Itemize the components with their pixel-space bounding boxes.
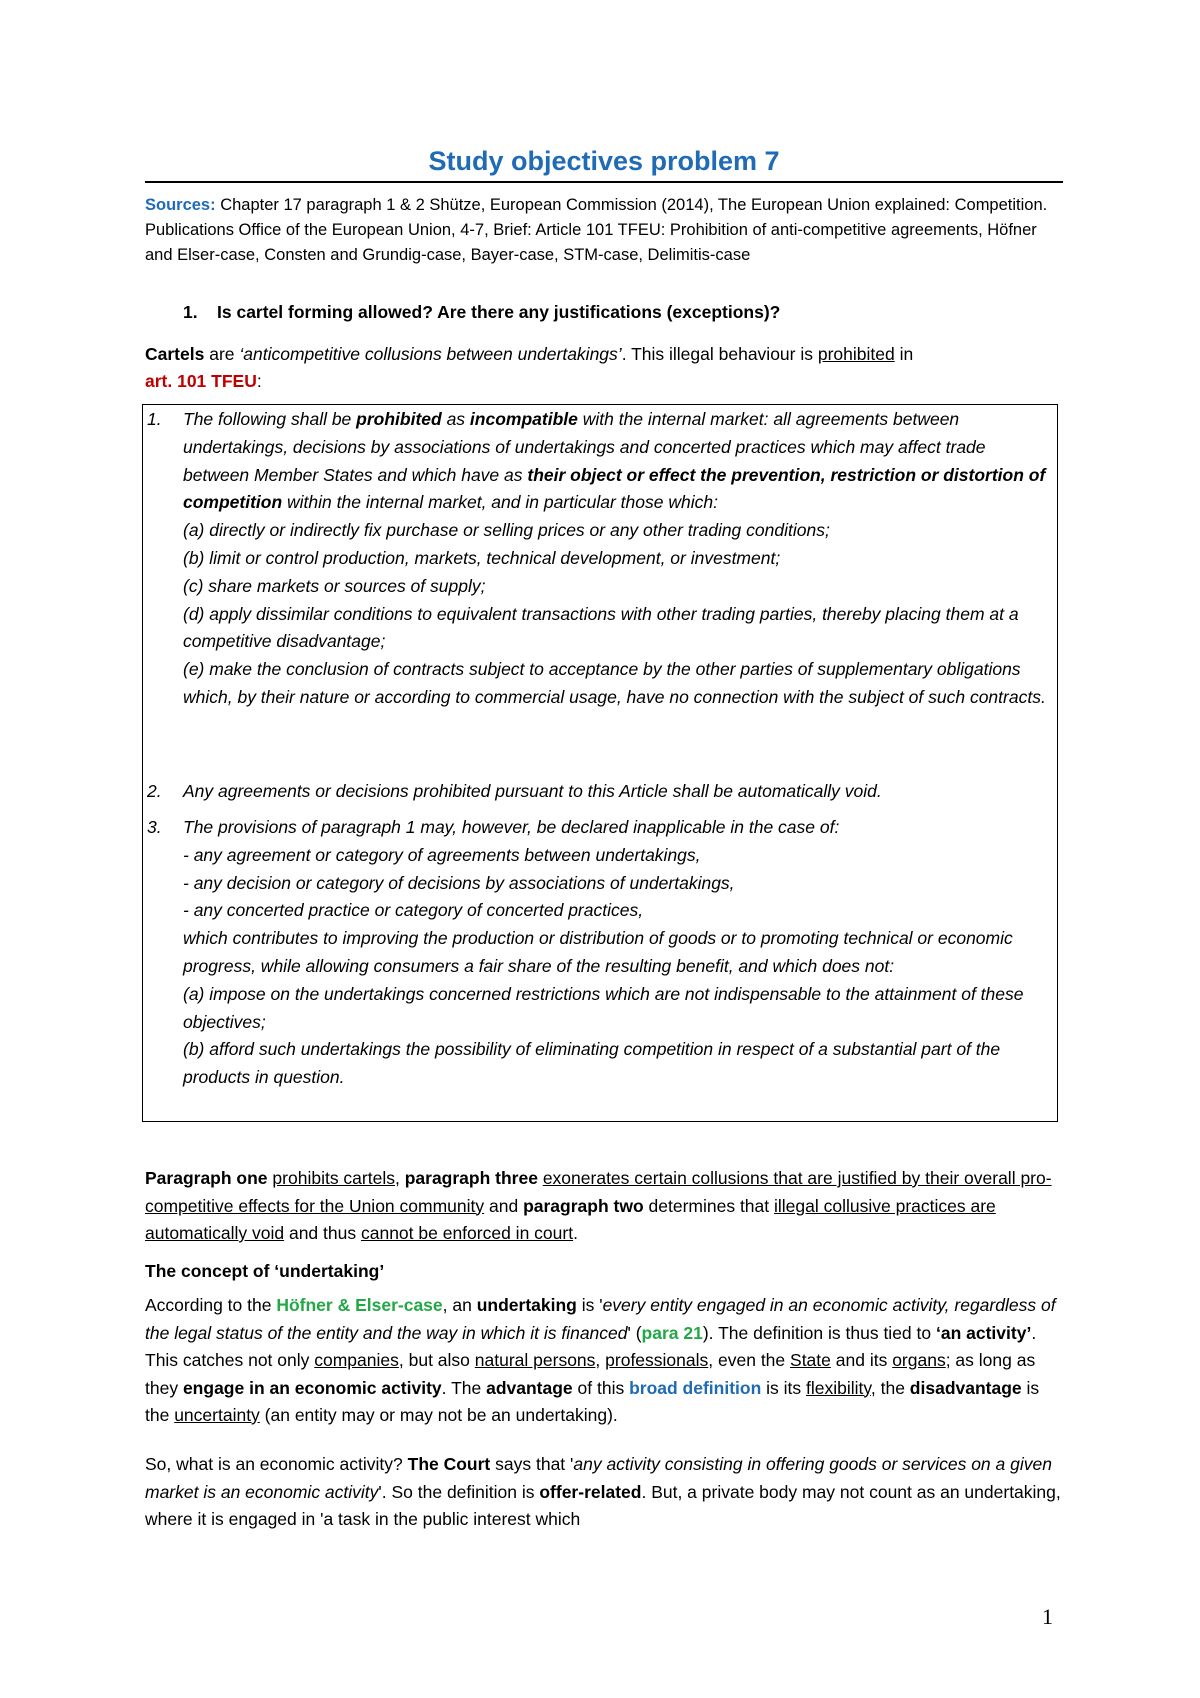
underlined-term: State [790, 1350, 831, 1370]
definition-quote: any activity consisting in offering goods or services on a given market is an economic activity [145, 1454, 1052, 1502]
underlined-term: prohibits cartels [272, 1168, 395, 1188]
underlined-term: organs [892, 1350, 946, 1370]
text-run: According to the [145, 1295, 277, 1315]
article-item-c: (c) share markets or sources of supply; [183, 575, 486, 596]
bold-term: Paragraph one [145, 1168, 268, 1188]
text-run: and [484, 1195, 524, 1216]
underlined-term: flexibility [806, 1377, 871, 1398]
underlined-term: professionals [605, 1350, 709, 1370]
article-paragraph-number: 2. [147, 781, 162, 801]
text-run: within the internal market, and in particular those which: [282, 492, 718, 513]
article-p3-item: - any concerted practice or category of concerted practices, [183, 900, 644, 921]
text-run: says that ' [490, 1454, 574, 1474]
article-paragraph-text [183, 814, 1048, 1092]
article-p3-item: - any decision or category of decisions by associations of undertakings, [183, 872, 735, 893]
economic-activity-paragraph [145, 1451, 1063, 1534]
definition-quote: every entity engaged in an economic activity, regardless of the legal status of the entity and the way in which it is financed [145, 1295, 1056, 1343]
article-item-a: (a) directly or indirectly fix purchase or selling prices or any other trading conditions; [183, 520, 830, 541]
text-run: of this [572, 1377, 630, 1398]
sources-paragraph [145, 193, 1063, 268]
article-item-e: (e) make the conclusion of contracts subject to acceptance by the other parties of supplementary obligations which, by their nature or according to commercial usage, have no connection with the subject of such contracts. [183, 659, 1046, 707]
text-run: So, what is an economic activity? [145, 1454, 408, 1474]
text-run: . The [441, 1377, 487, 1398]
object-effect-bold: their object or effect the prevention, restriction or distortion of competition [183, 464, 1046, 513]
text-run: . But, a private body may not count as an undertaking, where it is engaged in 'a task in the public interest which [145, 1481, 1061, 1529]
intro-text: . This illegal behaviour is [621, 344, 818, 364]
page-number: 1 [1042, 1604, 1053, 1629]
text-run: , the [870, 1377, 910, 1398]
text-run: as [441, 409, 470, 429]
bold-term: ‘an activity’ [935, 1322, 1032, 1343]
underlined-term: uncertainty [174, 1405, 260, 1425]
intro-text: are [204, 344, 240, 364]
text-run: . This catches not only [145, 1322, 1037, 1370]
sources-text: Chapter 17 paragraph 1 & 2 Shütze, European Commission (2014), The European Union explained: Competition. Publications Office of the European Union, 4-7, Brief: Article 101 TFEU: Prohibition of anti-competitive agreements, Höfner and Elser-case, Consten and Grundig-case, Bayer-case, STM-case, Delimitis-case [145, 196, 1048, 264]
bold-term: offer-related [539, 1481, 642, 1502]
text-run: is its [761, 1377, 807, 1398]
text-run: ; as long as they [145, 1350, 1036, 1398]
bold-term: undertaking [476, 1295, 577, 1315]
text-run: . [573, 1223, 578, 1243]
text-run: , but also [398, 1350, 475, 1370]
text-run: and thus [284, 1223, 361, 1243]
text-run: is the [145, 1377, 1040, 1425]
article-p3-lead: The provisions of paragraph 1 may, however, be declared inapplicable in the case of: [183, 817, 840, 837]
text-run: , [394, 1168, 405, 1188]
sources-label: Sources: [145, 196, 216, 214]
text-run: is ' [576, 1295, 603, 1315]
article-item-d: (d) apply dissimilar conditions to equivalent transactions with other trading parties, thereby placing them at a competitive disadvantage; [183, 603, 1019, 652]
text-run: '. So the definition is [378, 1481, 540, 1502]
text-run: with the internal market: all agreements between undertakings, decisions by associations of undertakings and concerted practices which may affect trade between Member States and which have as [183, 409, 986, 485]
prohibited-bold: prohibited [356, 409, 442, 429]
article-paragraph-text [183, 406, 1048, 712]
article-paragraph-number: 3. [147, 817, 162, 837]
undertaking-paragraph [145, 1292, 1063, 1430]
bold-term: The Court [407, 1454, 491, 1474]
article-paragraph-text: Any agreements or decisions prohibited pursuant to this Article shall be automatically void. [183, 781, 882, 801]
question-1 [183, 302, 780, 323]
case-reference: Höfner & Elser-case [276, 1295, 443, 1315]
cartels-term: Cartels [145, 344, 205, 364]
text-run: (an entity may or may not be an undertaking). [259, 1405, 618, 1425]
article-p3-condition-b: (b) afford such undertakings the possibility of eliminating competition in respect of a substantial part of the products in question. [183, 1039, 1001, 1088]
article-p3-middle: which contributes to improving the production or distribution of goods or to promoting technical or economic progress, while allowing consumers a fair share of the resulting benefit, and which does not: [183, 928, 1013, 976]
highlighted-term: broad definition [629, 1377, 762, 1398]
text-run: , an [442, 1295, 477, 1315]
intro-text: in [894, 344, 914, 364]
intro-paragraph [145, 341, 1063, 395]
underlined-term: natural persons [474, 1350, 596, 1370]
bold-term: disadvantage [909, 1377, 1022, 1398]
underlined-term: cannot be enforced in court [360, 1223, 574, 1243]
question-1-number: 1. [183, 302, 198, 322]
text-run: , even the [708, 1350, 791, 1370]
article-p3-condition-a: (a) impose on the undertakings concerned restrictions which are not indispensable to the attainment of these objectives; [183, 983, 1024, 1032]
text-run: ). The definition is thus tied to [702, 1322, 936, 1343]
bold-term: engage in an economic activity [182, 1377, 442, 1398]
prohibited-term: prohibited [817, 344, 895, 364]
article-reference: art. 101 TFEU [145, 371, 257, 391]
article-paragraph-number: 1. [147, 409, 162, 429]
underlined-term: illegal collusive practices are automatically void [145, 1195, 996, 1243]
underlined-term: exonerates certain collusions that are justified by their overall pro-competitive effects for the Union community [145, 1168, 1052, 1216]
question-1-text: Is cartel forming allowed? Are there any justifications (exceptions)? [217, 302, 781, 322]
paragraphs-summary [145, 1165, 1063, 1248]
text-run: determines that [643, 1195, 775, 1216]
bold-term: paragraph two [523, 1195, 644, 1216]
article-item-b: (b) limit or control production, markets, technical development, or investment; [183, 547, 781, 568]
text-run: The following shall be [183, 409, 357, 429]
text-run: , [595, 1350, 606, 1370]
bold-term: advantage [486, 1377, 573, 1398]
text-run: ' ( [627, 1322, 642, 1343]
underlined-term: companies [314, 1350, 399, 1370]
title-underline [145, 181, 1063, 183]
page-title: Study objectives problem 7 [428, 146, 780, 176]
text-run: and its [830, 1350, 893, 1370]
bold-term: paragraph three [404, 1168, 538, 1188]
section-heading-undertaking: The concept of ‘undertaking’ [145, 1261, 385, 1281]
paragraph-reference: para 21 [641, 1322, 703, 1343]
intro-text: : [256, 371, 262, 391]
cartel-definition-quote: ‘anticompetitive collusions between undertakings’ [239, 344, 622, 364]
article-p3-item: - any agreement or category of agreements between undertakings, [183, 844, 701, 865]
incompatible-bold: incompatible [469, 409, 578, 429]
